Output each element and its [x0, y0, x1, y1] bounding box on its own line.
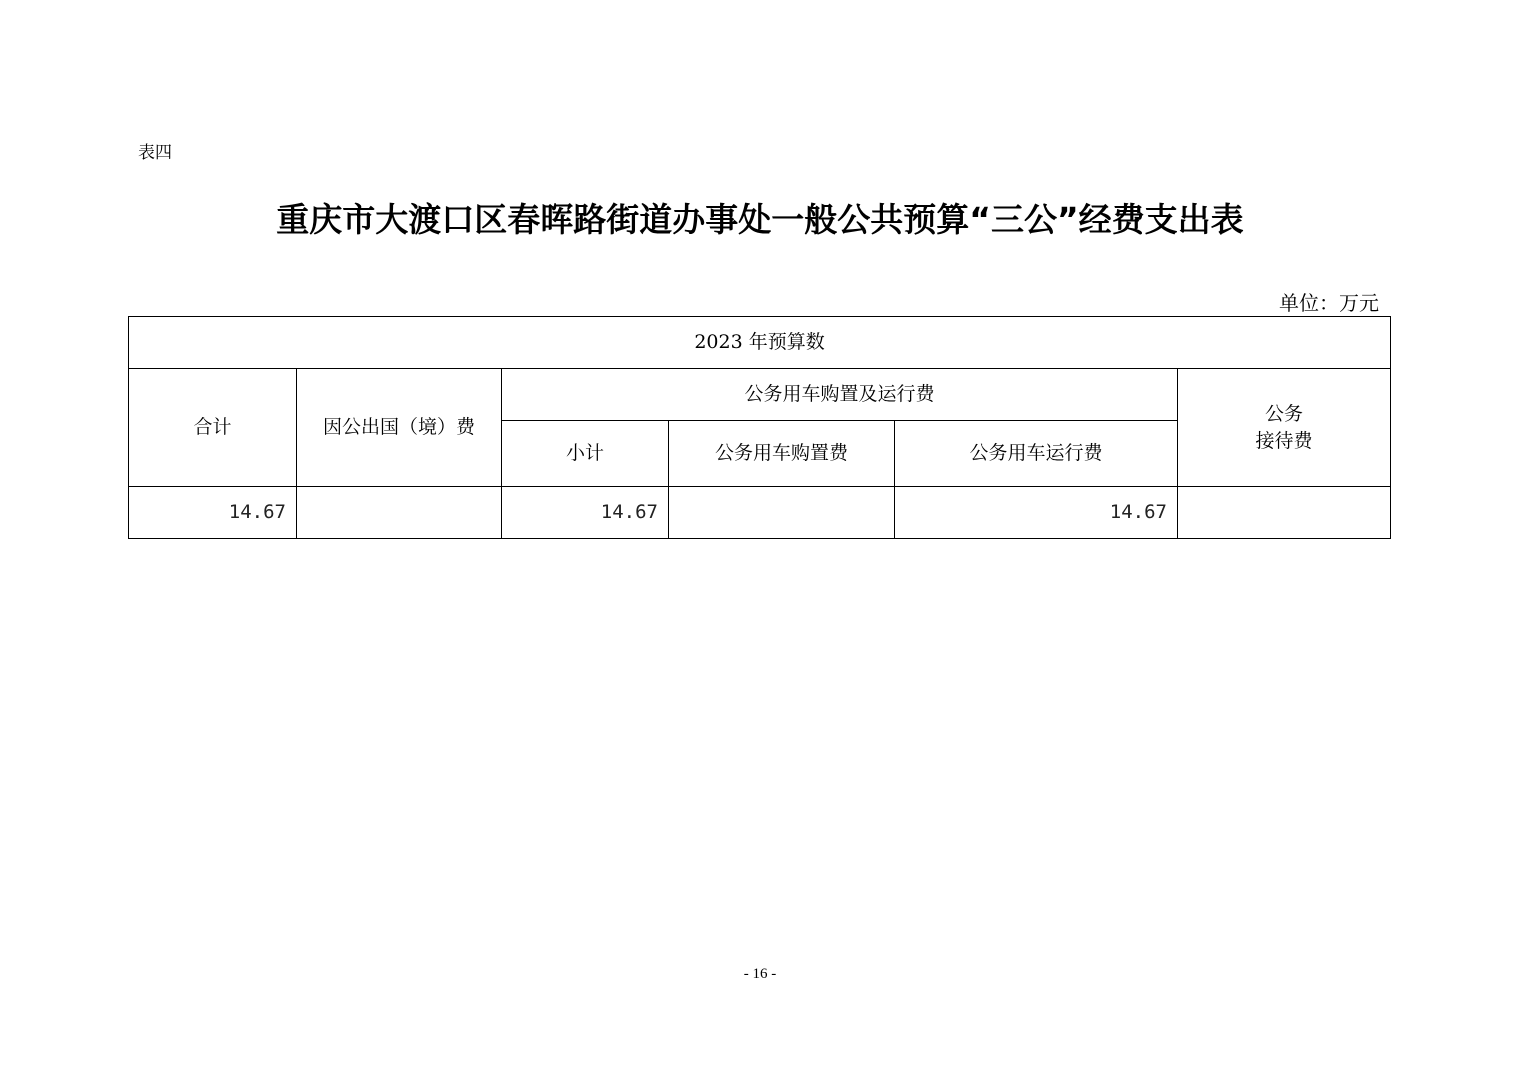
table-label: 表四 [138, 143, 172, 163]
header-vehicle-operation: 公务用车运行费 [895, 421, 1178, 487]
table-row [129, 487, 1391, 539]
cell-subtotal: 14.67 [502, 487, 669, 539]
unit-label: 单位：万元 [1279, 291, 1379, 315]
cell-overseas [297, 487, 502, 539]
table-row [129, 369, 1391, 421]
header-total: 合计 [129, 369, 297, 487]
budget-table [128, 316, 1391, 539]
page-number: - 16 - [743, 966, 777, 982]
cell-reception [1178, 487, 1391, 539]
table-row [129, 317, 1391, 369]
cell-vehicle-purchase [669, 487, 895, 539]
document-title: 重庆市大渡口区春晖路街道办事处一般公共预算“三公”经费支出表 [276, 200, 1244, 239]
header-subtotal: 小计 [502, 421, 669, 487]
year-header-cell: 2023 年预算数 [129, 317, 1391, 369]
header-overseas: 因公出国（境）费 [297, 369, 502, 487]
cell-total: 14.67 [129, 487, 297, 539]
header-vehicle-purchase: 公务用车购置费 [669, 421, 895, 487]
cell-vehicle-operation: 14.67 [895, 487, 1178, 539]
header-reception-line1: 公务 [1265, 402, 1304, 425]
header-vehicle-group: 公务用车购置及运行费 [502, 369, 1178, 421]
header-reception-line2: 接待费 [1255, 429, 1313, 452]
header-reception [1178, 369, 1391, 487]
